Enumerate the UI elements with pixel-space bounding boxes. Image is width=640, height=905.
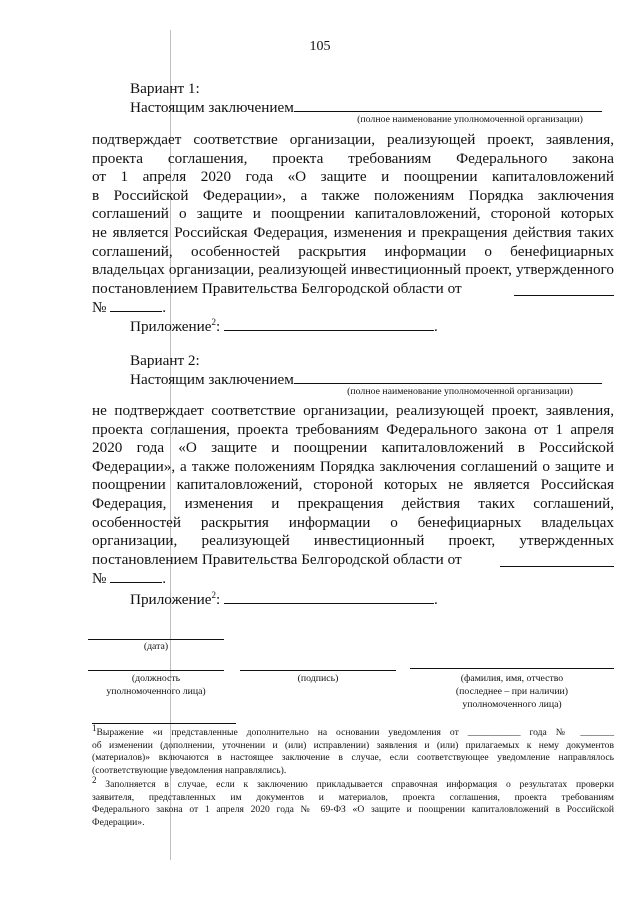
v2-line-8: организации, реализующей инвестиционный проект, утвержденных [92, 532, 614, 550]
v2-line-9-text: постановлением Правительства Белгородской области от [92, 550, 462, 568]
variant1-paragraph [92, 131, 614, 318]
fn2-line-4: Федерации». [92, 816, 145, 828]
v2-line-6: Федерация, изменения и прекращения действия таких соглашений, [92, 494, 614, 512]
appendix-blank-2[interactable] [224, 590, 434, 604]
variant2-intro: Настоящим заключением [130, 371, 294, 388]
date-caption: (дата) [143, 641, 169, 652]
variant1-heading: Вариант 1: [130, 80, 200, 97]
fn2-line-1-text: Заполняется в случае, если к заключению прикладывается справочная информация о результатах проверки [105, 779, 614, 790]
footnote-2 [92, 774, 614, 829]
fn1-mark: 1 [92, 722, 97, 733]
v2-line-4: Федерации», а также положениям Порядка заключения соглашений о защите и [92, 457, 614, 475]
page-number: 105 [309, 39, 331, 54]
position-line[interactable] [88, 670, 224, 671]
name-caption-2: (последнее – при наличии) [455, 686, 569, 697]
v1-line-7: соглашений, особенностей раскрытия информации о бенефициарных [92, 242, 614, 260]
v2-appendix-footnote-ref: 2 [211, 589, 217, 600]
date-line[interactable] [88, 639, 224, 640]
v1-appendix-colon: : [216, 318, 221, 335]
v2-line-3: 2020 года «О защите и поощрении капиталовложений в Российской [92, 439, 614, 457]
v1-line-1: подтверждает соответствие организации, реализующей проект, заявления, [92, 131, 614, 148]
appendix-blank-1[interactable] [224, 317, 434, 331]
v2-line-9 [92, 551, 614, 570]
v2-line-5: поощрении капиталовложений, стороной которых не является Российская [92, 476, 614, 494]
variant2-appendix: Приложение$^2$: . [130, 589, 438, 608]
fn2-line-1 [92, 774, 614, 792]
v2-number-sign: № [92, 570, 107, 588]
v2-line-7: особенностей раскрытия информации о бенефициарных владельцах [92, 513, 614, 531]
v2-appendix-colon: : [216, 591, 221, 608]
fn2-line-3: Федерального закона от 1 апреля 2020 года № 69-ФЗ «О защите и поощрении капиталовложений в Российской [92, 804, 614, 816]
variant1-caption: (полное наименование уполномоченной организации) [357, 114, 583, 125]
v1-line-5: соглашений о защите и поощрении капиталовложений, стороной которых [92, 205, 614, 223]
position-caption-1: (должность [131, 673, 181, 684]
variant2-caption: (полное наименование уполномоченной организации) [347, 386, 573, 397]
v1-line-9 [92, 280, 614, 299]
fn1-line-2: об изменении (дополнении, уточнении и (или) исправлении) заявления и (или) прилагаемых к нему документов [92, 739, 614, 751]
variant1-intro: Настоящим заключением [130, 99, 294, 116]
fn1-line-3: (материалов)» включаются в настоящее заключение в случае, если соответствующее уведомление направлялось [92, 752, 614, 764]
signature-line[interactable] [240, 670, 396, 671]
footnote-1 [92, 722, 614, 777]
v1-number-line: № . [92, 299, 167, 317]
variant2-heading: Вариант 2: [130, 352, 200, 369]
v1-number-sign: № [92, 299, 107, 317]
v1-line-9-text: постановлением Правительства Белгородской области от [92, 279, 462, 297]
org-name-blank-2[interactable] [294, 370, 602, 384]
decree-date-blank-1[interactable] [514, 282, 614, 296]
org-name-blank-1[interactable] [294, 98, 602, 112]
v1-line-3: от 1 апреля 2020 года «О защите и поощрении капиталовложений [92, 168, 614, 186]
footnote-separator [92, 723, 236, 724]
fn1-line-1-text: Выражение «и представленные дополнительно на основании уведомления от ___________ года № _______ [96, 727, 614, 738]
decree-date-blank-2[interactable] [500, 553, 614, 567]
fn2-mark: 2 [92, 774, 97, 785]
v1-line-4: в Российской Федерации», а также положениям Порядка заключения [92, 186, 614, 204]
v2-number-line: № . [92, 570, 167, 588]
fn2-line-2: заявителя, представленных им документов и материалов, проекта соглашения, проекта требованиям [92, 791, 614, 803]
variant2-paragraph [92, 402, 614, 589]
v1-line-6: не является Российская Федерация, изменения и прекращения действия таких [92, 223, 614, 241]
v1-appendix-footnote-ref: 2 [211, 316, 217, 327]
v1-appendix-label: Приложение [130, 318, 212, 335]
v1-line-2: проекта соглашения, проекта требованиям Федерального закона [92, 149, 614, 167]
position-caption-2: уполномоченного лица) [106, 686, 206, 697]
v1-line-8: владельцах организации, реализующей инвестиционный проект, утвержденного [92, 261, 614, 279]
v2-line-2: проекта соглашения, проекта требованиям Федерального закона от 1 апреля [92, 420, 614, 438]
decree-number-blank-2[interactable] [110, 569, 162, 583]
name-caption-1: (фамилия, имя, отчество [460, 673, 564, 684]
variant1-appendix: Приложение$^2$: . [130, 316, 438, 335]
full-name-line[interactable] [410, 668, 614, 669]
fn1-line-1 [92, 722, 614, 740]
v2-appendix-label: Приложение [130, 591, 212, 608]
name-caption-3: уполномоченного лица) [462, 699, 562, 710]
signature-caption: (подпись) [297, 673, 339, 684]
v2-line-1: не подтверждает соответствие организации, реализующей проект, заявления, [92, 402, 614, 419]
decree-number-blank-1[interactable] [110, 298, 162, 312]
fn1-line-4: (соответствующие уведомления направлялись). [92, 764, 287, 776]
